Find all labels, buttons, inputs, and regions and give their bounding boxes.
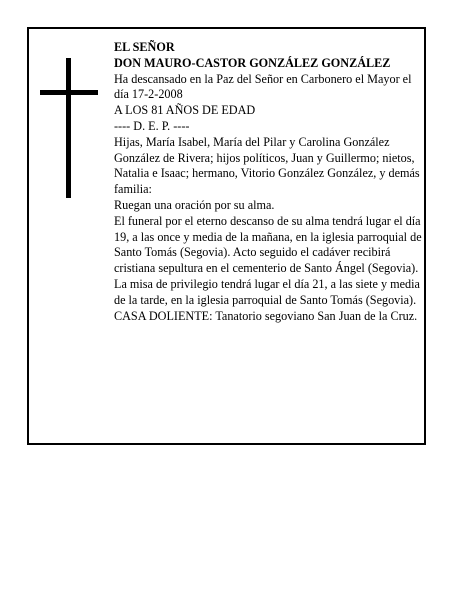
obituary-notice (27, 27, 426, 445)
age-line: A LOS 81 AÑOS DE EDAD (114, 103, 256, 118)
cross-icon (40, 58, 98, 198)
death-info: Ha descansado en la Paz del Señor en Carbonero el Mayor el día 17-2-2008 (114, 71, 412, 102)
mourning-house: CASA DOLIENTE: Tanatorio segoviano San Juan de la Cruz. (114, 308, 418, 323)
cross-horizontal-bar (40, 90, 98, 95)
rip-line: ---- D. E. P. ---- (114, 118, 190, 133)
notice-text (114, 40, 426, 324)
prayer-request: Ruegan una oración por su alma. (114, 197, 275, 212)
family-list: Hijas, María Isabel, María del Pilar y Carolina González González de Rivera; hijos políticos, Juan y Guillermo; nietos, Natalia e Isaac; hermano, Vitorio González González, y demás familia: (114, 134, 420, 197)
deceased-name: DON MAURO-CASTOR GONZÁLEZ GONZÁLEZ (114, 55, 391, 70)
funeral-details: El funeral por el eterno descanso de su alma tendrá lugar el día 19, a las once y media de la mañana, en la iglesia parroquial de Santo Tomás (Segovia). Acto seguido el cadáver recibirá cristiana sepultura en el cementerio de Santo Ángel (Segovia). La misa de privilegio tendrá lugar el día 21, a las siete y media de la tarde, en la iglesia parroquial de Santo Tomás (Segovia). (114, 213, 422, 307)
cross-vertical-bar (66, 58, 71, 198)
title-line-1: EL SEÑOR (114, 40, 175, 54)
